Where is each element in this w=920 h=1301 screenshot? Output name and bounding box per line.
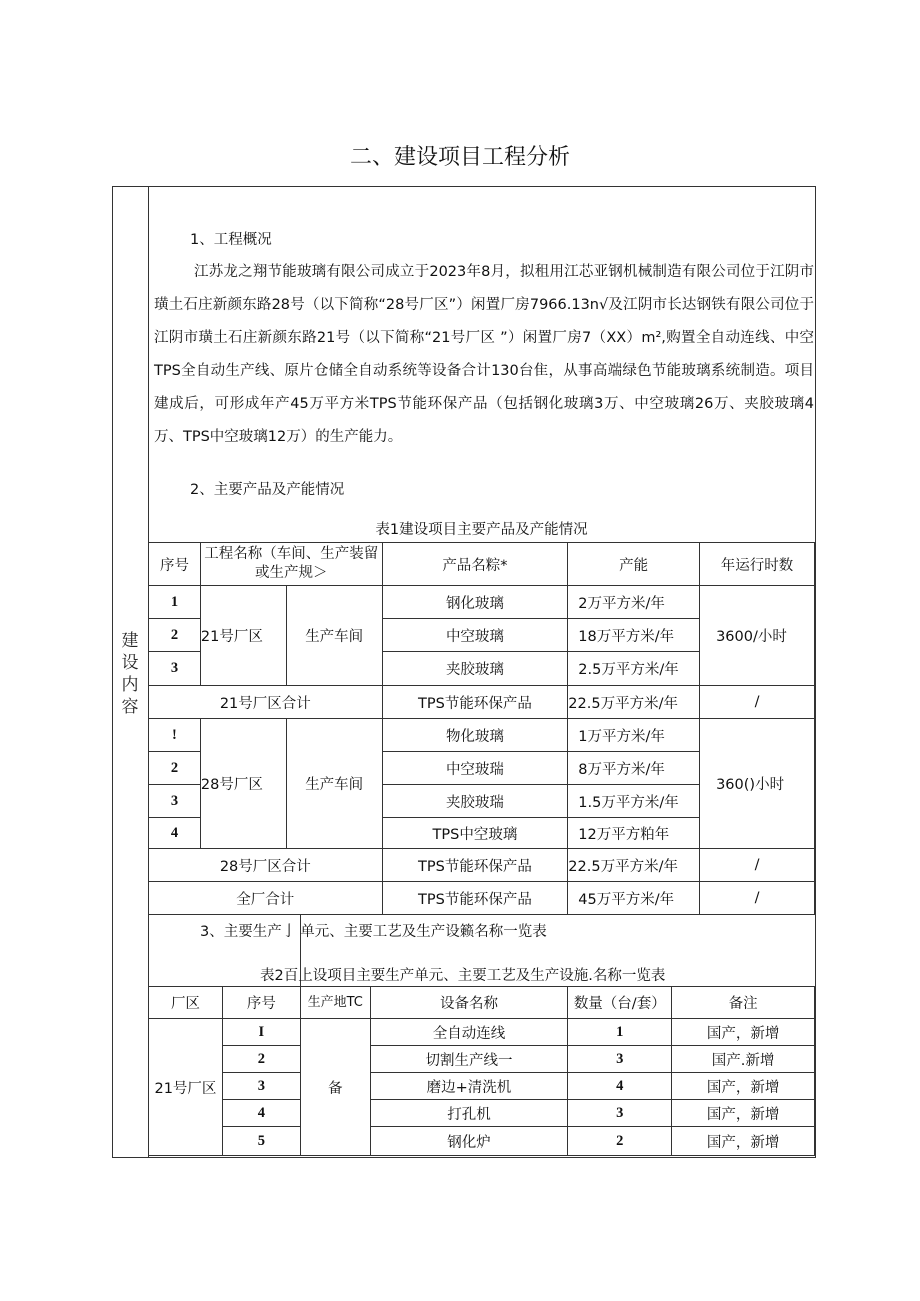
capacity: 2万平方米/年 — [568, 586, 700, 619]
capacity: 22.5万平方米/年 — [568, 849, 700, 882]
header: 生产地TC — [300, 987, 370, 1019]
qty: 1 — [568, 1019, 672, 1046]
equipment-table — [148, 986, 815, 1156]
seq: 3 — [149, 652, 201, 686]
hours: 3600/小时 — [700, 586, 815, 686]
area: 28号厂区 — [200, 719, 286, 849]
product: TPS节能环保产品 — [382, 882, 568, 915]
qty: 3 — [568, 1100, 672, 1127]
header: 工程名称（车间、生产装留或生产规＞ — [200, 543, 382, 586]
equipment: 全自动连线 — [370, 1019, 568, 1046]
hours: / — [700, 882, 815, 915]
header: 数量（台/套） — [568, 987, 672, 1019]
product: TPS节能环保产品 — [382, 849, 568, 882]
section-3-heading — [200, 920, 547, 941]
seq: 1 — [149, 586, 201, 619]
header: 产品名粽* — [382, 543, 568, 586]
note: 国产，新增 — [672, 1100, 815, 1127]
header: 厂区 — [149, 987, 223, 1019]
header: 设备名称 — [370, 987, 568, 1019]
product: 钢化玻璃 — [382, 586, 568, 619]
product: TPS节能环保产品 — [382, 686, 568, 719]
header: 序号 — [149, 543, 201, 586]
total-label: 全厂合计 — [149, 882, 383, 915]
unit: 备 — [300, 1019, 370, 1156]
capacity: 45万平方米/年 — [568, 882, 700, 915]
equipment: 打孔机 — [370, 1100, 568, 1127]
table-1-caption: 表1建设项目主要产品及产能情况 — [375, 522, 588, 538]
capacity: 1.5万平方米/年 — [568, 785, 700, 818]
product: 中空玻瑞 — [382, 752, 568, 785]
seq: 3 — [222, 1073, 300, 1100]
seq: 3 — [149, 785, 201, 818]
capacity: 22.5万平方米/年 — [568, 686, 700, 719]
qty: 2 — [568, 1127, 672, 1156]
subtotal-label: 28号厂区合计 — [149, 849, 383, 882]
page-title: 二、建设项目工程分析 — [349, 145, 570, 170]
equipment: 磨边+清洗机 — [370, 1073, 568, 1100]
hours: / — [700, 849, 815, 882]
product: TPS中空玻璃 — [382, 818, 568, 849]
capacity: 12万平方粕年 — [568, 818, 700, 849]
product: 中空玻璃 — [382, 619, 568, 652]
seq: 4 — [222, 1100, 300, 1127]
section-2-heading: 2、主要产品及产能情况 — [190, 482, 345, 498]
capacity: 1万平方米/年 — [568, 719, 700, 752]
product: 物化玻璃 — [382, 719, 568, 752]
side-label: 建设内容 — [121, 631, 139, 717]
note: 国产，新增 — [672, 1073, 815, 1100]
product: 夹胶玻瑞 — [382, 785, 568, 818]
qty: 3 — [568, 1046, 672, 1073]
header: 备注 — [672, 987, 815, 1019]
capacity: 18万平方米/年 — [568, 619, 700, 652]
note: 国产，新增 — [672, 1019, 815, 1046]
seq: ! — [149, 719, 201, 752]
equipment: 钢化炉 — [370, 1127, 568, 1156]
capacity: 2.5万平方米/年 — [568, 652, 700, 686]
header: 序号 — [222, 987, 300, 1019]
table-2-caption: 表2百上设项目主要生产单元、主要工艺及生产设施.名称一览表 — [260, 968, 666, 984]
header: 年运行时数 — [700, 543, 815, 586]
header: 产能 — [568, 543, 700, 586]
products-table — [148, 542, 815, 915]
qty: 4 — [568, 1073, 672, 1100]
heading-part: 3、主要生产亅 — [200, 924, 297, 940]
hours: 360()小时 — [700, 719, 815, 849]
section-1-paragraph: 江苏龙之翔节能玻璃有限公司成立于2023年8月，拟租用江芯亚钢机械制造有限公司位于江阴市璜土石庄新颜东路28号（以下简称“28号厂区”）闲置厂房7966.13n√及江阴市长达钢铁有限公司位于江阴市璜土石庄新颜东路21号（以下简称“21号厂区 ”）闲置厂房7（XX）m²,购置全自动连线、中空TPS全自动生产线、原片仓储全自动系统等设备合计130台隹，从事高端绿色节能玻璃系统制造。项目建成后，可形成年产45万平方米TPS节能环保产品（包括钢化玻璃3万、中空玻璃26万、夹胶玻璃4万、TPS中空玻璃12万）的生产能力。 — [154, 264, 814, 445]
capacity: 8万平方米/年 — [568, 752, 700, 785]
seq: 4 — [149, 818, 201, 849]
seq: 2 — [149, 752, 201, 785]
heading-part: 单元、主要工艺及生产设籁名称一览表 — [300, 924, 547, 940]
seq: I — [222, 1019, 300, 1046]
note: 国产，新增 — [672, 1127, 815, 1156]
section-1-heading: 1、工程概况 — [190, 232, 272, 248]
hours: / — [700, 686, 815, 719]
area: 21号厂区 — [200, 586, 286, 686]
seq: 5 — [222, 1127, 300, 1156]
seq: 2 — [222, 1046, 300, 1073]
equipment: 切割生产线一 — [370, 1046, 568, 1073]
subtotal-label: 21号厂区合计 — [149, 686, 383, 719]
note: 国产.新增 — [672, 1046, 815, 1073]
area: 21号厂区 — [149, 1019, 223, 1156]
product: 夹胶玻璃 — [382, 652, 568, 686]
seq: 2 — [149, 619, 201, 652]
workshop: 生产车间 — [286, 719, 382, 849]
workshop: 生产车间 — [286, 586, 382, 686]
